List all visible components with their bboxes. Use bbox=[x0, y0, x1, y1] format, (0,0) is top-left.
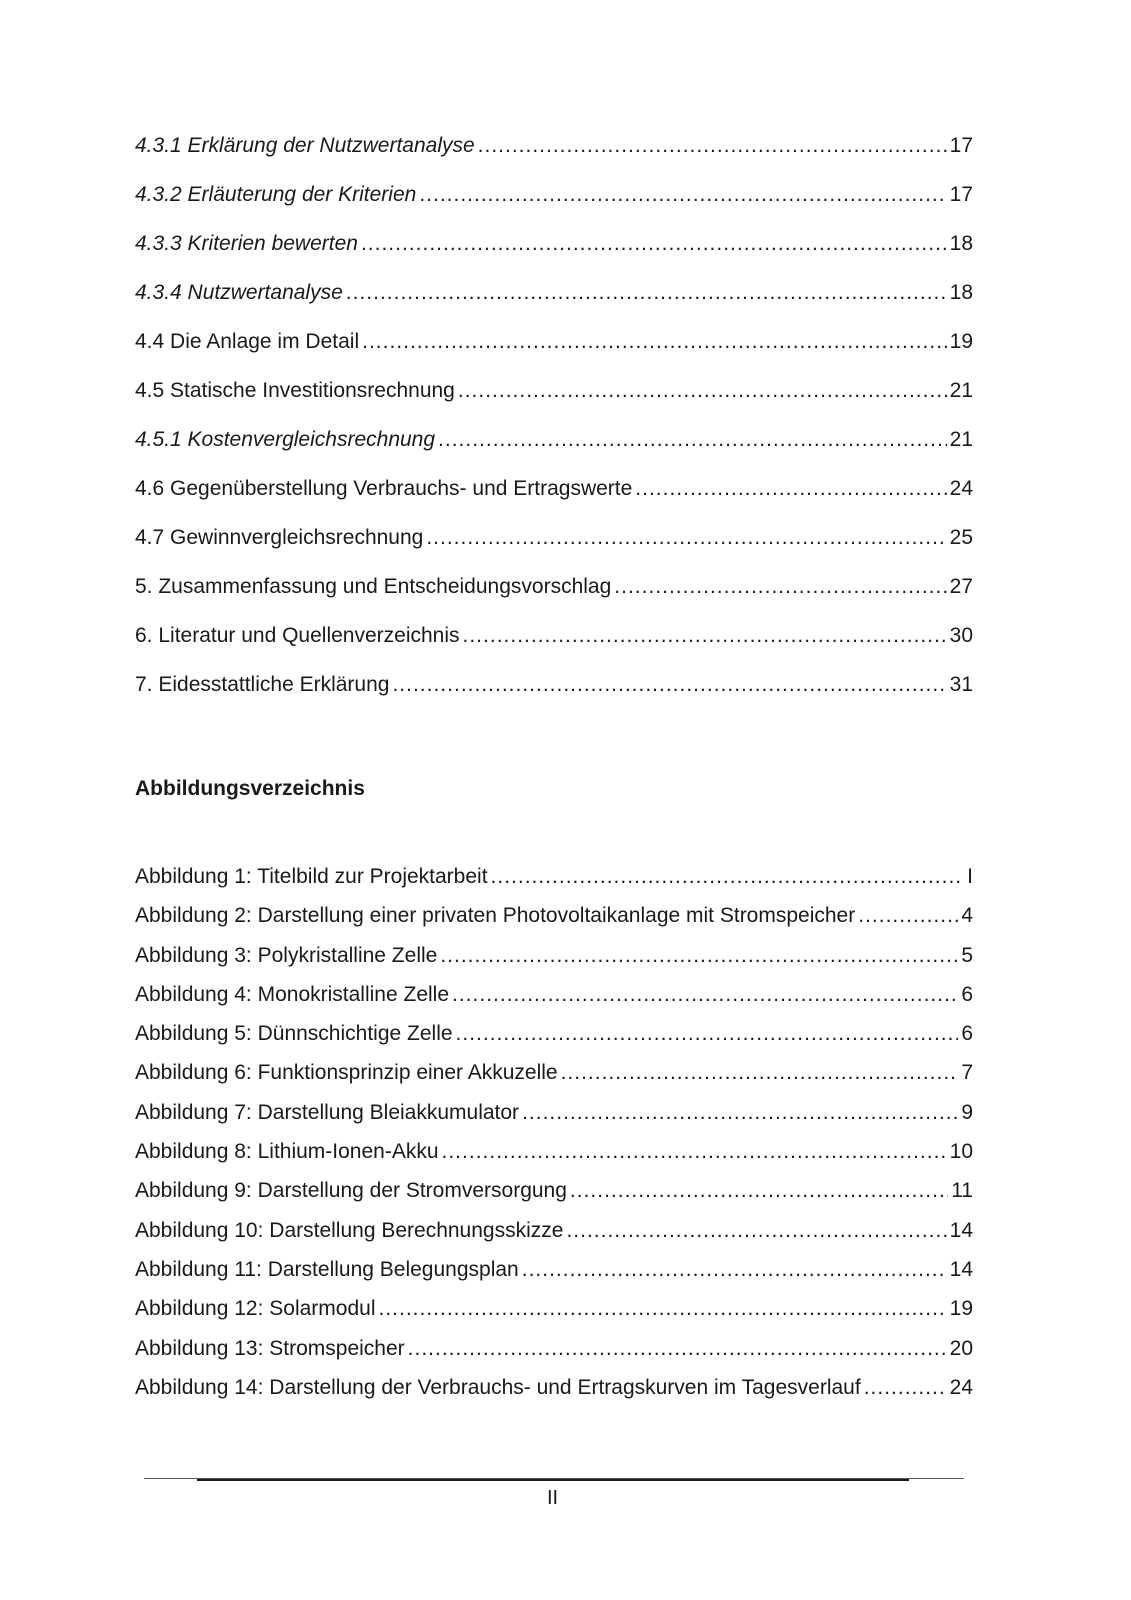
figure-entry-page: 14 bbox=[949, 1218, 973, 1242]
dot-leader bbox=[362, 326, 947, 358]
dot-leader bbox=[463, 620, 947, 652]
toc-entry-title: 7. Eidesstattliche Erklärung bbox=[135, 673, 390, 696]
dot-leader bbox=[614, 571, 946, 603]
toc-entry bbox=[135, 522, 973, 571]
figure-entry-page: 5 bbox=[961, 943, 973, 967]
dot-leader bbox=[438, 424, 947, 456]
figure-entry-title: Abbildung 5: Dünnschichtige Zelle bbox=[135, 1022, 453, 1046]
toc-entry-title: 4.4 Die Anlage im Detail bbox=[135, 330, 360, 353]
dot-leader bbox=[858, 901, 958, 931]
figure-entry bbox=[135, 1216, 973, 1255]
toc-entry-title: 4.3.3 Kriterien bewerten bbox=[135, 232, 358, 255]
figure-entry-title: Abbildung 8: Lithium-Ionen-Akku bbox=[135, 1140, 439, 1164]
toc-entry bbox=[135, 424, 973, 473]
toc-entry-page: 17 bbox=[949, 134, 973, 157]
dot-leader bbox=[392, 669, 946, 701]
toc-entry bbox=[135, 130, 973, 179]
toc-entry bbox=[135, 669, 973, 718]
figure-entry bbox=[135, 1176, 973, 1215]
figure-entry-title: Abbildung 1: Titelbild zur Projektarbeit bbox=[135, 865, 488, 888]
toc-entry bbox=[135, 277, 973, 326]
dot-leader bbox=[408, 1334, 947, 1364]
figure-entry-page: 14 bbox=[949, 1257, 973, 1281]
figure-entry-page: 19 bbox=[949, 1297, 973, 1321]
dot-leader bbox=[522, 1255, 947, 1285]
figure-entry-title: Abbildung 3: Polykristalline Zelle bbox=[135, 943, 438, 967]
toc-entry-title: 4.5 Statische Investitionsrechnung bbox=[135, 379, 455, 402]
toc-entry-title: 4.3.4 Nutzwertanalyse bbox=[135, 281, 343, 304]
dot-leader bbox=[379, 1294, 947, 1324]
toc-entry bbox=[135, 375, 973, 424]
dot-leader bbox=[491, 862, 965, 892]
figure-entry-title: Abbildung 10: Darstellung Berechnungsskizze bbox=[135, 1218, 564, 1242]
toc-entry-page: 30 bbox=[949, 624, 973, 647]
toc-entry-page: 21 bbox=[949, 379, 973, 402]
figure-entry bbox=[135, 1058, 973, 1097]
toc-entry-title: 6. Literatur und Quellenverzeichnis bbox=[135, 624, 460, 647]
toc-entry-page: 18 bbox=[949, 281, 973, 304]
toc-entry-page: 24 bbox=[949, 477, 973, 500]
footer-page-number: II bbox=[546, 1487, 559, 1509]
toc-entry bbox=[135, 473, 973, 522]
dot-leader bbox=[566, 1216, 946, 1246]
dot-leader bbox=[635, 473, 946, 505]
figure-entry-title: Abbildung 12: Solarmodul bbox=[135, 1297, 376, 1321]
figure-entry-page: 20 bbox=[949, 1336, 973, 1360]
figure-entry bbox=[135, 941, 973, 980]
figure-entry-page: 9 bbox=[961, 1100, 973, 1124]
figure-entry-page: 4 bbox=[961, 904, 973, 928]
dot-leader bbox=[570, 1176, 948, 1206]
figure-entry-title: Abbildung 14: Darstellung der Verbrauchs- und Ertragskurven im Tagesverlauf bbox=[135, 1375, 861, 1399]
figure-entry bbox=[135, 1137, 973, 1176]
figure-entry-title: Abbildung 11: Darstellung Belegungsplan bbox=[135, 1257, 519, 1281]
figure-entry-page: 7 bbox=[961, 1061, 973, 1085]
dot-leader bbox=[442, 1137, 947, 1167]
toc-entry bbox=[135, 571, 973, 620]
dot-leader bbox=[561, 1058, 959, 1088]
toc-entry-title: 4.3.1 Erklärung der Nutzwertanalyse bbox=[135, 134, 475, 157]
toc-entry-page: 18 bbox=[949, 232, 973, 255]
toc-entry-page: 31 bbox=[949, 673, 973, 696]
figure-entry bbox=[135, 1098, 973, 1137]
toc-entry-title: 4.3.2 Erläuterung der Kriterien bbox=[135, 183, 417, 206]
toc-entry-title: 4.6 Gegenüberstellung Verbrauchs- und Ertragswerte bbox=[135, 477, 633, 500]
dot-leader bbox=[522, 1098, 958, 1128]
dot-leader bbox=[426, 522, 946, 554]
toc-entry-title: 4.5.1 Kostenvergleichsrechnung bbox=[135, 428, 436, 451]
figure-entry-page: 6 bbox=[961, 982, 973, 1006]
figure-entry-page: 24 bbox=[949, 1375, 973, 1399]
figure-entry-title: Abbildung 6: Funktionsprinzip einer Akkuzelle bbox=[135, 1061, 558, 1085]
toc-entry-title: 4.7 Gewinnvergleichsrechnung bbox=[135, 526, 424, 549]
figure-entry-page: 11 bbox=[951, 1179, 973, 1203]
figure-entry bbox=[135, 862, 973, 901]
figure-entry bbox=[135, 980, 973, 1019]
toc-entry-page: 17 bbox=[949, 183, 973, 206]
figure-entry bbox=[135, 1294, 973, 1333]
figure-entry-page: I bbox=[967, 865, 973, 888]
figure-entry bbox=[135, 1255, 973, 1294]
dot-leader bbox=[440, 941, 958, 971]
list-of-figures bbox=[135, 862, 973, 1412]
footer-divider-accent bbox=[197, 1479, 909, 1481]
toc-entry-page: 27 bbox=[949, 575, 973, 598]
toc-entry bbox=[135, 620, 973, 669]
figure-entry-title: Abbildung 13: Stromspeicher bbox=[135, 1336, 405, 1360]
dot-leader bbox=[456, 1019, 959, 1049]
dot-leader bbox=[458, 375, 947, 407]
toc-entry bbox=[135, 228, 973, 277]
figure-entry bbox=[135, 901, 973, 940]
figure-entry-page: 10 bbox=[949, 1140, 973, 1164]
dot-leader bbox=[864, 1373, 947, 1403]
figure-entry bbox=[135, 1373, 973, 1412]
toc-entry-page: 19 bbox=[949, 330, 973, 353]
toc-entry-page: 25 bbox=[949, 526, 973, 549]
toc-entry bbox=[135, 179, 973, 228]
figure-entry bbox=[135, 1019, 973, 1058]
dot-leader bbox=[361, 228, 947, 260]
dot-leader bbox=[452, 980, 958, 1010]
dot-leader bbox=[346, 277, 947, 309]
dot-leader bbox=[478, 130, 947, 162]
toc-entry-page: 21 bbox=[949, 428, 973, 451]
toc-entry bbox=[135, 326, 973, 375]
dot-leader bbox=[419, 179, 946, 211]
figure-entry-page: 6 bbox=[961, 1022, 973, 1046]
figure-entry-title: Abbildung 7: Darstellung Bleiakkumulator bbox=[135, 1100, 520, 1124]
figure-entry bbox=[135, 1334, 973, 1373]
toc-entry-title: 5. Zusammenfassung und Entscheidungsvorschlag bbox=[135, 575, 612, 598]
figure-entry-title: Abbildung 9: Darstellung der Stromversorgung bbox=[135, 1179, 567, 1203]
figure-entry-title: Abbildung 4: Monokristalline Zelle bbox=[135, 982, 450, 1006]
figure-entry-title: Abbildung 2: Darstellung einer privaten Photovoltaikanlage mit Stromspeicher bbox=[135, 904, 856, 928]
figures-heading: Abbildungsverzeichnis bbox=[135, 777, 365, 800]
table-of-contents bbox=[135, 130, 973, 718]
